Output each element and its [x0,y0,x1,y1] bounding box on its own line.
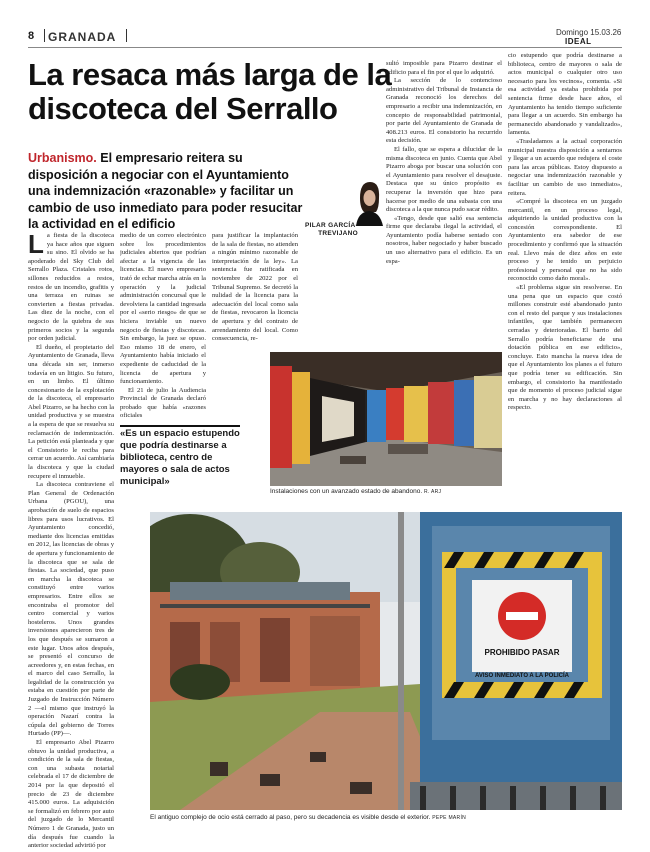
paragraph: El empresario Abel Pizarro obtuvo la unidad productiva, a condición de la sala de fiestas, con una subasta notarial celebrada el 17 de diciembre de 2014 por la que depositó el precio de 23 de diciembre 415.000 euros. La adquisición se formalizó en febrero por auto del juzgado de lo Mercantil Número 1 de Granada, justo un día después fue cuando la anterior sociedad advirtió por [28,739,114,850]
header-separator [44,29,45,42]
paragraph: para justificar la implantación de la sala de fiestas, no atienden a ningún mínimo razonable de interpretación de la ley». La sentencia fue ratificada en noviembre de 2022 por el Tribunal Supremo. Se decretó la nulidad de la licencia para la adecuación del local como sala de fiestas, revocaron la licencia de apertura y del contrato de arrendamiento del local. Como consecuencia, re- [212,232,298,342]
pull-quote: «Es un espacio estupendo que podría destinarse a biblioteca, centro de mayores o sala de actos municipal» [120,428,240,487]
article-title: La resaca más larga de la discoteca del Serrallo [28,57,392,126]
author-byline: PILAR GARCÍA-TREVIJANO [304,222,358,237]
photo-credit: PEPE MARÍN [432,815,467,821]
sign-subtext: AVISO INMEDIATO A LA POLICÍA [474,673,570,679]
paragraph: La fiesta de la discoteca ya hace años que siguen su sino. El olvido se ha apoderado del Sky Club del Serrallo Plaza. Cristales rotos, sillones reducidos a restos, restos de un incendio, grafitis y una terraza en ruinas se convierten a fiestas privadas. Las diez de la noche, con el negocio de la quiebra de sus primeros socios y la segunda por orden judicial. [28,229,114,343]
publication-name: IDEAL [565,37,592,46]
paragraph: «El problema sigue sin resolverse. En una pena que un espacio que costó millones construir esté abandonado junto con el resto del parque y sus instalaciones infantiles, que también permanecen cerradas y deterioradas. El barrio del Serrallo podría beneficiarse de una dotación pública en ese edificio», concluye. Esto mancha la nueva idea de que el Ayuntamiento los planes a el futuro que podría tener su edificación. Sin embargo, el consistorio ha manifestado que de momento el proceso judicial sigue en marcha y no hay declaraciones al respecto. [508,284,622,412]
paragraph: medio de un correo electrónico sobre los procedimientos judiciales abiertos que podrían afectar a la vigencia de las licencias. El nuevo empresario trató de echar marcha atrás en la operación y la judicial administración concursal que le devolviera la cantidad ingresada por el «serio riesgo» de que se hiciera inviable un nuevo negocio de fiestas y discotecas. Sin embargo, la juez se opuso. Eso mismo 18 de enero, el Ayuntamiento había iniciado el expediente de caducidad de la licencia de apertura y funcionamiento. [120,232,206,386]
article-column-1 [28,229,114,851]
header-rule [28,47,622,48]
quote-rule [120,425,240,427]
paragraph: cio estupendo que podría destinarse a biblioteca, centro de mayores o sala de actos municipal o cualquier otro uso necesario para los vecinos», comenta. «Si esa actividad ya estaba prohibida por sentencia firme desde hace años, el Ayuntamiento ha tenido tiempo suficiente para llegar a un acuerdo. Sin embargo ha permanecido abandonado y vandalizado», lamenta. [508,52,622,137]
article-kicker: Urbanismo. [28,151,97,165]
paragraph: El dueño, el propietario del Ayuntamiento de Granada, lleva una década sin ser, inmerso todavía en un litigio. Su futuro, en un limbo. El último concesionario de la explotación de la discoteca, el empresario Abel Pizarro, se ha hecho con la unidad productiva y se muestra a la espera de que se resuelva su reclamación de indemnización. La petición está planteada y que el Consistorio le reciba para cerrar un acuerdo. Así cambiaría la discoteca y que la ciudad recupere el inmueble. [28,343,114,480]
paragraph: «Compré la discoteca en un juzgado mercantil, en un proceso legal, adquiriendo la unidad productiva con la concesión correspondiente. El Ayuntamiento era sabedor de ese procedimiento y confirmó que la situación real. Llevo más de diez años en este proceso y he tenido un perjuicio profesional y personal que no ha sido reconocido como daño moral». [508,198,622,283]
issue-date: Domingo 15.03.26 [556,28,622,37]
paragraph: «Trasladamos a la actual corporación municipal nuestra disposición a sentarnos y llegar a un acuerdo que redujera el coste para las arcas públicas. Estoy dispuesto a negociar una indemnización razonable y facilitar un cambio de uso inmediato», reitera. [508,137,622,197]
interior-photo [270,352,502,486]
paragraph: «Tengo, desde que salió esa sentencia firme que declaraba ilegal la actividad, el Ayuntamiento podía haberse sentado con nosotros, haber negociado y haber buscado un uso alternativo para el edificio. Es un espa- [386,214,502,265]
author-photo [352,178,386,226]
article-column-2 [120,232,206,422]
drop-cap: L [28,229,44,259]
article-column-4 [386,60,502,356]
article-column-5 [508,52,622,492]
exterior-photo [150,512,622,810]
paragraph: El 21 de julio la Audiencia Provincial de Granada declaró probado que había «razones oficiales [120,386,206,420]
bottom-photo-caption: El antiguo complejo de ocio está cerrado al paso, pero su decadencia es visible desde el exterior. PEPE MARÍN [150,814,467,821]
header-separator [126,29,127,42]
top-photo-caption: Instalaciones con un avanzado estado de abandono. R. ARJ [270,488,442,495]
paragraph: La discoteca contraviene el Plan General de Ordenación Urbana (PGOU), una aprobación de suelo de espacios libres para usos lucrativos. El Ayuntamiento concedió, mediante dos licencias emitidas en 2012, las licencias de obras y de apertura y funcionamiento de la discoteca que se sala de fiestas. La sociedad, que puso en marcha la discoteca se constituyó entre varios empresarios. Entre ellos se encontraba el promotor del centro comercial y varios hosteleros. Unos grandes inversiones aparecieron tres de los que después se sumaron a este lugar. Unos años después, se presentó el concurso de acreedores y, en estas fechas, en el marco del caso Serrallo, la legalidad de la construcción ya estaba en cuestión por parte de Juzgado de Instrucción Número 2 —el mismo que instruyó la operación Nazarí contra la cúpula del gobierno de Torres Hurtado (PP)—. [28,481,114,738]
subtitle-text: El empresario reitera su disposición a negociar con el Ayuntamiento una indemnización «razonable» y facilitar un cambio de uso inmediato para poder resucitar la actividad en el edificio [28,151,303,231]
photo-credit: R. ARJ [423,489,442,495]
paragraph: La sección de lo contencioso administrativo del Tribunal de Instancia de Granada reconoció los derechos del empresario a recibir una indemnización, en concepto de responsabilidad patrimonial, por parte del Ayuntamiento de Granada de 408.213 euros. El consistorio ha recurrido esta decisión. [386,77,502,145]
sign-text: PROHIBIDO PASAR [484,648,560,657]
paragraph: sultó imposible para Pizarro destinar el edificio para el fin por el que lo adquirió. [386,60,502,76]
page-number: 8 [28,30,35,42]
article-subtitle [28,150,308,233]
paragraph: El fallo, que se espera a dilucidar de la misma discoteca en junio. Cuenta que Abel Pizarro aboga por buscar una solución con el Ayuntamiento para resolver el desajuste. Destaca que su único propósito es recuperar la inversión que hizo para hacerse por medio de una subasta con una discoteca a la que nunca pudo sacar rédito. [386,145,502,214]
section-name: GRANADA [48,30,117,44]
article-column-3 [212,232,298,342]
